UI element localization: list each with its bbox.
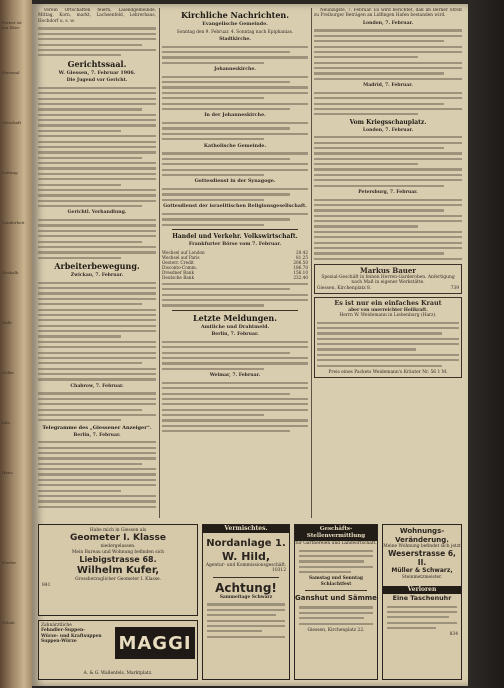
subheading: In der Johanneskirche. <box>204 112 266 119</box>
herb-advert <box>314 297 462 378</box>
advert-title: Ganshut und Sämme <box>295 594 377 603</box>
left-page-fragment: Gelbe <box>2 370 14 375</box>
article-title: Berlin, 7. Februar. <box>73 432 121 438</box>
advert-firm: Herrn W. Weidemann in Liebenburg (Harz). <box>339 313 437 318</box>
adjacent-page-edge <box>0 0 32 688</box>
subheading: Evangelische Gemeinde. <box>202 21 268 27</box>
left-page-fragment: Haus <box>2 470 13 475</box>
article-title: Stadtkirche. <box>219 37 251 42</box>
left-page-fragment: Halb <box>2 320 12 325</box>
column-right <box>314 8 462 522</box>
dateline: W. Giessen, 7. Februar 1906. <box>58 69 136 76</box>
advert-subtitle: aber von unerreichter Heilkraft. <box>348 307 428 313</box>
advert-footer: Preis eines Packets Weidemann's Kräuter Nr. 56 1 M. <box>328 369 448 375</box>
row-value: 156.10 <box>293 269 308 275</box>
advert-banner: Vermischtes. <box>203 525 289 533</box>
wohnung-advert <box>382 524 462 680</box>
subheading: Amtliche und Drahtmeld. <box>200 323 270 330</box>
geometer-advert <box>38 524 198 616</box>
text-lines <box>162 46 308 64</box>
advert-line: Meine Wohnung befindet sich jetzt <box>383 544 461 549</box>
advert-banner: Verloren <box>383 586 461 594</box>
advert-line: Habe mich in Giessen als <box>89 528 147 533</box>
article-title: Zwickau, 7. Februar. <box>70 273 124 279</box>
advert-lost-title: Eine Taschenuhr <box>392 594 452 603</box>
left-page-fragment: Deshalb <box>2 270 19 275</box>
text-lines <box>314 136 462 187</box>
section-heading-telegramme: Telegramme des „Giessener Anzeiger“. <box>42 424 152 431</box>
divider <box>305 590 367 591</box>
row-value: 206.50 <box>293 259 308 265</box>
left-page-fragment: Kilo <box>2 420 10 425</box>
section-heading-arbeiterbewegung: Arbeiterbewegung. <box>54 261 140 272</box>
article-title: Gerichtl. Verhandlung. <box>67 210 127 216</box>
text-lines <box>38 27 156 56</box>
text-lines <box>317 322 459 367</box>
advert-line: Zahnärztliche <box>41 623 72 628</box>
row-name: Wechsel auf Paris <box>162 254 200 260</box>
text-lines <box>162 213 308 226</box>
left-page-fragment: Schuh <box>2 620 15 625</box>
advert-title: Nordanlage 1. <box>206 538 286 549</box>
row-name: Oesterr. Credit <box>162 259 194 265</box>
text-lines <box>295 550 377 574</box>
subheading: Frankfurter Börse vom 7. Februar. <box>188 241 282 248</box>
section-heading-handel <box>162 233 308 240</box>
column-rule <box>159 8 160 518</box>
text-lines <box>38 441 156 508</box>
left-page-fragment: Personal <box>2 70 20 75</box>
column-left <box>38 8 156 522</box>
advert-line: Samstag und Sonntag Schlachtfest <box>308 576 363 587</box>
text-lines <box>38 87 156 207</box>
advert-line: niedergelassen. <box>100 544 136 550</box>
article-title: Die Jugend vor Gericht. <box>66 78 128 84</box>
text-lines <box>38 219 156 259</box>
article-title: London, 7. Februar. <box>362 20 414 26</box>
text-lines <box>38 392 156 421</box>
left-page-fragment: Nieder <box>2 560 16 565</box>
text-lines <box>162 341 308 370</box>
left-page-fragment: Leitung <box>2 170 18 175</box>
advert-line: Grossherzoglicher Geometer I. Klasse. <box>75 577 161 583</box>
notice-text: Spezial-Geschäft in feinen Herren-Garderoben. Anfertigung nach Maß in eigener Werkstätte. <box>321 274 455 286</box>
advert-address: Weserstrasse 6, II. <box>388 549 456 568</box>
advert-number: 834 <box>449 632 458 638</box>
heading-part: Volkswirtschaft. <box>243 233 298 241</box>
article-text: Neunzigste, 7. Februar. Es wird berichtet, daß im Berner Streit zu Freiburger Beträgen an Lidfingen Hafen bestanden wird. <box>314 8 462 19</box>
advert-number: 10312 <box>272 568 286 574</box>
advert-line: Mein Bureau und Wohnung befinden sich <box>71 549 165 555</box>
article-title: Madrid, 7. Februar. <box>363 83 413 89</box>
column-rule <box>311 8 312 518</box>
maggi-advert <box>38 620 198 680</box>
notice-footer <box>317 286 459 291</box>
advert-line: Sammeltage Schwarz <box>219 594 273 600</box>
row-value: 81.25 <box>296 254 308 260</box>
text-lines <box>203 603 289 637</box>
advert-line: für Gärtnereien und Landwirtschaft. <box>295 541 377 546</box>
left-page-fragment: Ortschaft <box>2 120 22 125</box>
advert-line: Würze- und Kraftsuppen <box>41 633 102 639</box>
section-heading-letzte-meldungen: Letzte Meldungen. <box>192 312 278 323</box>
stellenvermittlung-advert <box>294 524 378 680</box>
notice-number: 739 <box>450 285 459 291</box>
article-text: verein Ortschaften feiern, Laiendgemeinde, Mittag, Korn, markt, Lachsenfeld, Lehrerhaus, Hochdorf u. s. w. <box>38 8 156 24</box>
table-row <box>162 275 308 280</box>
advert-title: Es ist nur ein einfaches Kraut <box>334 299 442 308</box>
text-lines <box>162 122 308 140</box>
divider <box>172 229 298 230</box>
subheading: Katholische Gemeinde. <box>203 142 267 149</box>
maggi-text <box>41 623 111 645</box>
heading-part: Handel und Verkehr. <box>172 233 242 241</box>
row-name: Wechsel auf London <box>162 249 205 255</box>
text-lines <box>162 382 308 433</box>
divider <box>172 310 298 311</box>
advert-line: Steinmetzmeister. <box>401 574 443 580</box>
text-lines <box>162 283 308 307</box>
advert-address: Liebigstrasse 68. <box>79 555 157 565</box>
text-lines <box>162 76 308 110</box>
advert-line: Suppen-Würze <box>41 639 77 645</box>
subheading: Gottesdienst der israelitischen Religionsgesellschaft. <box>163 203 307 210</box>
advert-vendor: A. & G. Wallenfels, Marktplatz. <box>83 670 153 676</box>
text-lines <box>162 152 308 176</box>
row-value: 186.70 <box>293 264 308 270</box>
text-lines <box>314 199 462 260</box>
article-title: Johanneskirche. <box>214 67 256 73</box>
maggi-logo: MAGGI <box>115 627 195 659</box>
background-edge <box>468 0 504 688</box>
section-heading-kriegsschauplatz: Vom Kriegsschauplatz. <box>349 118 427 126</box>
newspaper-page <box>32 4 468 686</box>
advert-title: Wohnungs- Veränderung. <box>395 527 449 544</box>
article-title: Petersburg, 7. Februar. <box>358 189 418 195</box>
subheading: Gottesdienst in der Synagoge. <box>194 178 276 185</box>
article-title: Berlin, 7. Februar. <box>211 332 259 338</box>
advert-name: Müller & Schwarz, <box>391 567 453 575</box>
row-name: Disconto-Comm. <box>162 264 198 270</box>
article-text: Sonntag den 9. Februar. 4. Sonntag nach Epiphanias. <box>176 29 294 35</box>
row-name: Dresdner Bank <box>162 269 194 275</box>
advert-line: Agentur- und Kommissionsgeschäft. <box>205 563 287 568</box>
advert-number: 841 <box>42 582 51 588</box>
notice-location: Giessen, Kirchenplatz 8. <box>317 285 372 291</box>
article-title: London, 7. Februar. <box>362 127 414 133</box>
advert-title: Geometer I. Klasse <box>70 533 166 544</box>
divider <box>213 577 279 578</box>
vermischtes-advert <box>202 524 290 680</box>
advert-banner: Geschäfts- Stellenvermittlung <box>295 525 377 541</box>
advert-big: Achtung! <box>215 580 277 595</box>
text-lines <box>383 606 461 630</box>
market-table <box>162 250 308 280</box>
text-lines <box>314 92 462 116</box>
advertisement-block <box>38 524 462 682</box>
left-page-fragment: Sonderheit <box>2 220 25 225</box>
row-value: 232.40 <box>293 274 308 280</box>
column-middle <box>162 8 308 522</box>
notice-name: Markus Bauer <box>360 265 416 275</box>
article-title: Chabrow, 7. Februar. <box>70 383 124 389</box>
text-lines <box>38 282 156 381</box>
text-lines <box>295 606 377 624</box>
row-name: Deutsche Bank <box>162 274 195 280</box>
article-title: Weimar, 7. Februar. <box>209 373 261 379</box>
advert-name: Wilhelm Kufer, <box>76 565 160 577</box>
left-page-fragment: Ferner ist ein Eber <box>2 20 22 30</box>
text-lines <box>162 188 308 201</box>
row-value: 20.42 <box>296 249 308 255</box>
advert-line: Fehndler-Suppen- <box>41 628 86 634</box>
tailor-notice <box>314 264 462 294</box>
text-lines <box>314 29 462 80</box>
section-heading-gerichtssaal: Gerichtssaal. <box>67 58 127 69</box>
advert-footer: Giessen, Kirchenplatz 22. <box>307 627 365 633</box>
section-heading-kirchliche: Kirchliche Nachrichten. <box>180 10 290 20</box>
advert-name: W. Hild, <box>221 550 271 563</box>
